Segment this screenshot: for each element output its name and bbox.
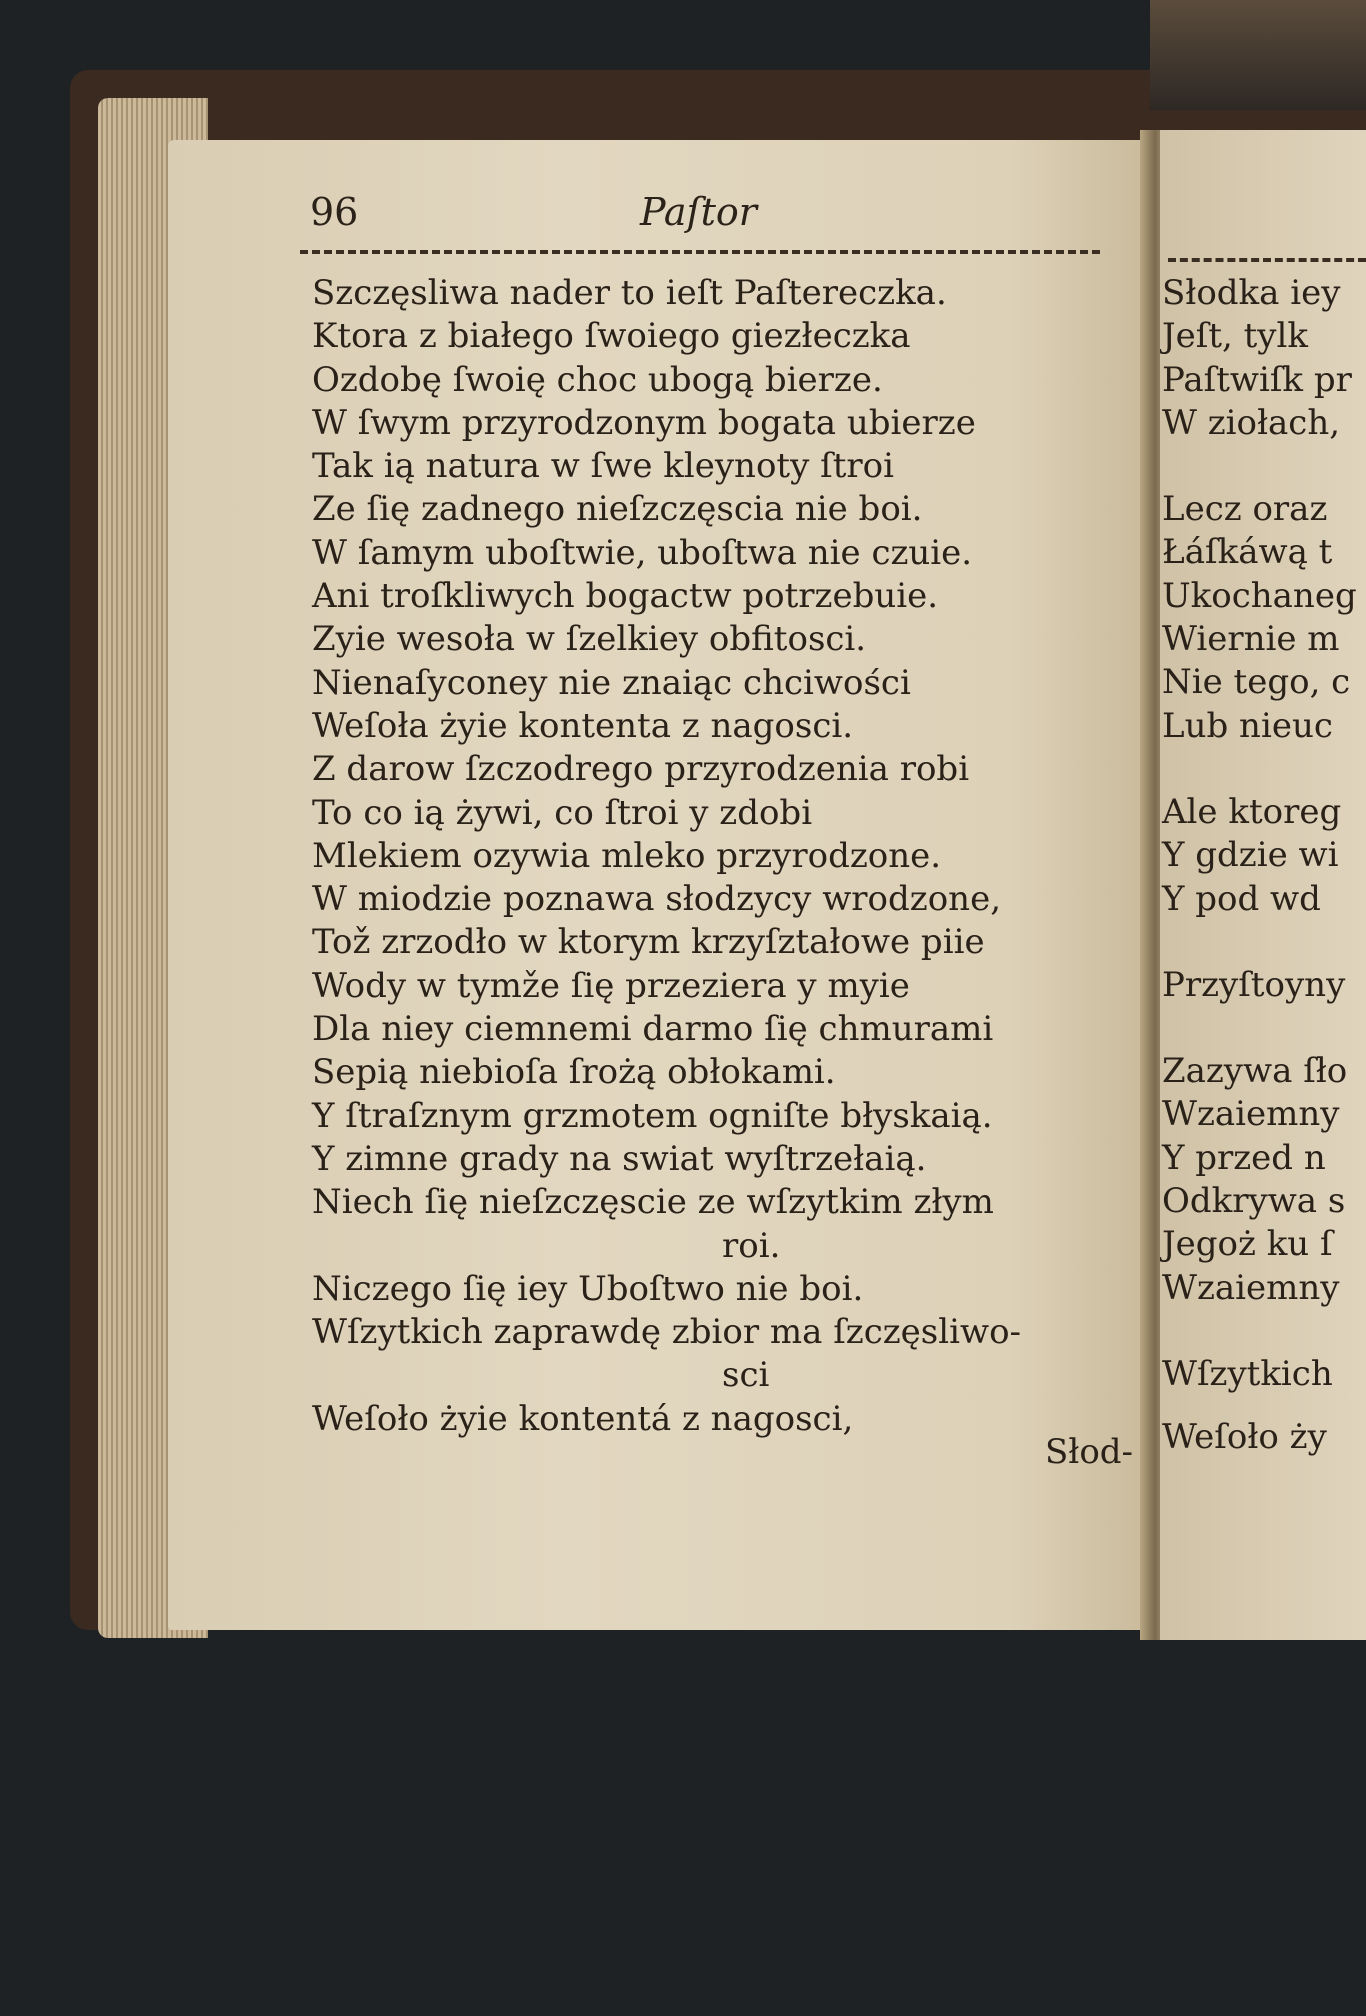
poem-text: [312, 272, 1132, 1441]
page-number: 96: [310, 190, 359, 234]
poem-line: Sepią niebioſa ſrożą obłokami.: [312, 1052, 836, 1093]
poem-line: W ſwym przyrodzonym bogata ubierze: [312, 402, 976, 443]
right-line: Jegoż ku ſ: [1162, 1224, 1333, 1265]
right-line: Wzaiemny: [1162, 1094, 1340, 1135]
right-line: Wiernie m: [1162, 619, 1340, 660]
poem-line: Wſzytkich zaprawdę zbior ma ſzczęsliwo-: [312, 1312, 1022, 1353]
poem-line: Weſoło żyie kontentá z nagosci,: [312, 1398, 854, 1439]
poem-line: Ani troſkliwych bogactw potrzebuie.: [312, 576, 939, 617]
right-line: Przyſtoyny: [1162, 964, 1346, 1005]
stanza-gap: [1160, 748, 1366, 791]
page-header: [300, 190, 1120, 250]
right-header-rule: [1168, 258, 1366, 262]
stanza-gap: [1160, 445, 1366, 488]
poem-line-continuation: roi.: [722, 1225, 781, 1266]
stanza-gap: [1160, 1007, 1366, 1050]
right-page-text: [1160, 272, 1366, 1460]
right-line: Zazywa ſło: [1162, 1051, 1348, 1092]
poem-line: W miodzie poznawa słodzycy wrodzone,: [312, 879, 1001, 920]
right-line: Y gdzie wi: [1162, 835, 1339, 876]
poem-line: Niech ſię nieſzczęscie ze wſzytkim złym: [312, 1182, 994, 1223]
poem-line: Ze ſię zadnego nieſzczęscia nie boi.: [312, 489, 923, 530]
right-line: Łáſkáwą t: [1162, 532, 1333, 573]
right-line: Lecz oraz: [1162, 489, 1328, 530]
stanza-gap: [1160, 1396, 1366, 1416]
poem-line: Mlekiem ozywia mleko przyrodzone.: [312, 835, 942, 876]
poem-line: Tak ią natura w ſwe kleynoty ſtroi: [312, 446, 894, 487]
stanza-gap: [1160, 921, 1366, 964]
poem-line: Y ſtraſznym grzmotem ogniſte błyskaią.: [312, 1095, 993, 1136]
right-line: Wzaiemny: [1162, 1267, 1340, 1308]
stanza-gap: [1160, 1310, 1366, 1353]
right-line: Nie tego, c: [1162, 662, 1351, 703]
poem-line: Dla niey ciemnemi darmo ſię chmurami: [312, 1009, 994, 1050]
poem-line: To co ią żywi, co ſtroi y zdobi: [312, 792, 813, 833]
right-line: Wſzytkich: [1162, 1353, 1333, 1394]
running-head: Paſtor: [640, 190, 757, 234]
right-line: Słodka iey: [1162, 273, 1341, 313]
poem-line: Y zimne grady na swiat wyſtrzełaią.: [312, 1138, 927, 1179]
right-line: Ale ktoreg: [1162, 791, 1342, 832]
poem-line: Ktora z białego ſwoiego giezłeczka: [312, 316, 911, 357]
poem-line-continuation: sci: [722, 1355, 770, 1396]
right-line: Y przed n: [1162, 1137, 1326, 1178]
header-rule: [300, 250, 1100, 254]
poem-line: Wody w tymže ſię przeziera y myie: [312, 965, 910, 1006]
right-line: Ukochaneg: [1162, 575, 1357, 616]
poem-line: Szczęsliwa nader to ieſt Paſtereczka.: [312, 273, 947, 313]
right-line: Weſoło ży: [1162, 1417, 1327, 1458]
poem-line: Zyie wesoła w ſzelkiey obfitosci.: [312, 619, 867, 660]
poem-line: Tož zrzodło w ktorym krzyſztałowe piie: [312, 922, 985, 963]
right-line: W ziołach,: [1162, 402, 1341, 443]
poem-line: Ozdobę ſwoię choc ubogą bierze.: [312, 359, 883, 400]
poem-line: Weſoła żyie kontenta z nagosci.: [312, 705, 854, 746]
right-line: Odkrywa s: [1162, 1181, 1346, 1222]
poem-line: W ſamym uboſtwie, uboſtwa nie czuie.: [312, 532, 973, 573]
poem-line: Z darow ſzczodrego przyrodzenia robi: [312, 749, 970, 790]
right-line: Y pod wd: [1162, 878, 1321, 919]
right-line: Lub nieuc: [1162, 705, 1333, 746]
poem-line: Nienaſyconey nie znaiąc chciwości: [312, 662, 911, 703]
right-line: Jeſt, tylk: [1162, 316, 1308, 357]
book-spine: [1150, 0, 1366, 110]
poem-line: Niczego ſię iey Uboſtwo nie boi.: [312, 1268, 864, 1309]
right-line: Paſtwiſk pr: [1162, 359, 1352, 400]
catchword: Słod-: [1045, 1432, 1134, 1472]
